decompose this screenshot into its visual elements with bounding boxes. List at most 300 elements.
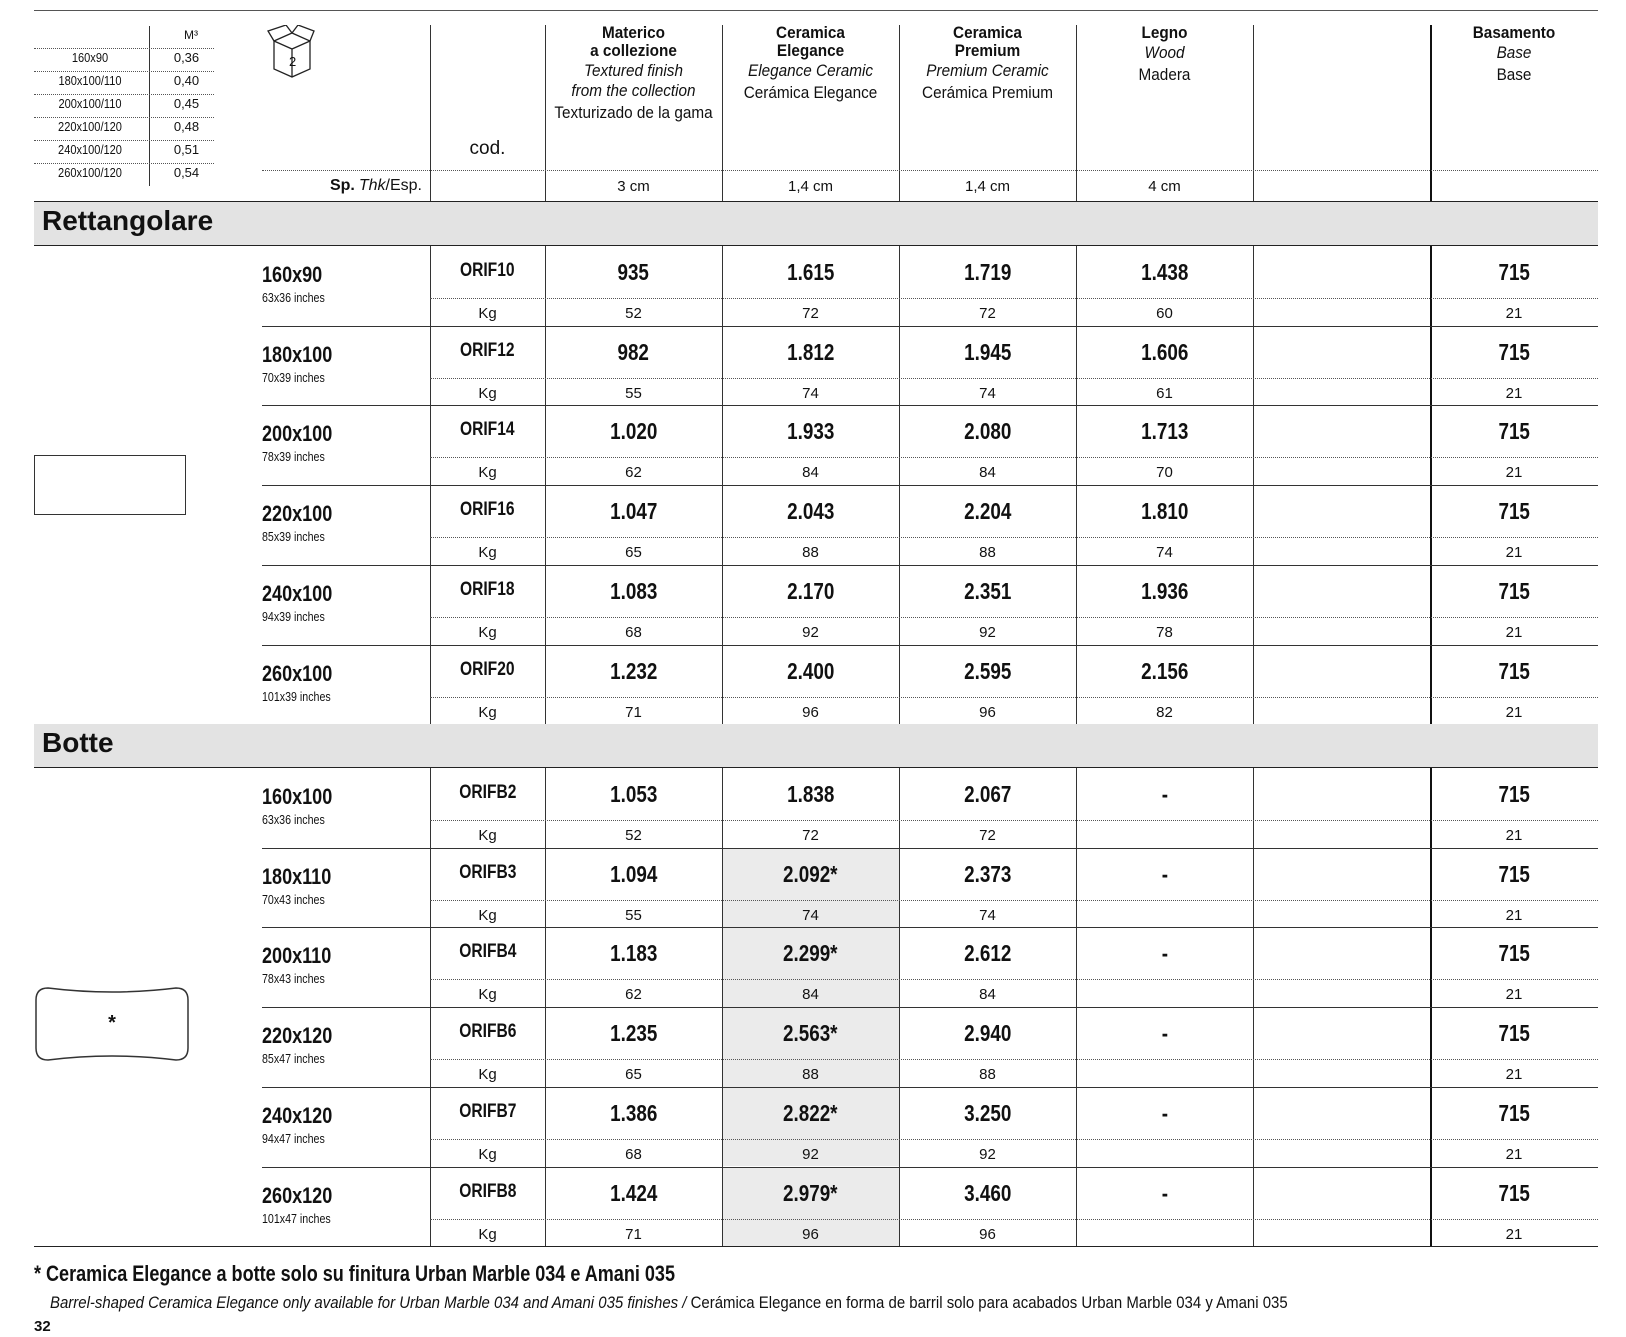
price-value: 1.386 — [609, 1099, 658, 1126]
column-en-2: from the collection — [571, 81, 696, 100]
price-value: 1.933 — [786, 418, 835, 445]
table-size-inches: 101x39 inches — [262, 688, 331, 704]
thickness-thk: Thk — [358, 177, 386, 194]
product-code — [430, 782, 545, 804]
price-cell — [899, 781, 1076, 808]
weight-value: 96 — [802, 703, 819, 721]
kg-rule — [430, 697, 1598, 698]
price-cell — [545, 339, 722, 366]
weight-value: 21 — [1505, 623, 1523, 641]
section-band — [34, 202, 1598, 245]
price-value: 1.615 — [786, 259, 835, 285]
table-size-inches: 63x36 inches — [262, 812, 325, 827]
price-cell — [1253, 658, 1430, 685]
price-value: 982 — [617, 338, 650, 365]
price-value: 1.183 — [609, 940, 658, 967]
table-size-inches: 85x39 inches — [262, 529, 325, 545]
row-rule — [262, 565, 1598, 566]
column-thickness: 4 cm — [1148, 178, 1181, 195]
price-value: 715 — [1498, 498, 1530, 525]
price-cell — [899, 498, 1076, 525]
table-size-inches: 85x47 inches — [262, 1051, 325, 1067]
volume-value: 0,45 — [173, 96, 200, 111]
product-code-text: ORIF12 — [460, 339, 515, 361]
weight-value: 21 — [1505, 384, 1523, 402]
column-es: Texturizado de la gama — [554, 103, 713, 122]
price-cell — [1076, 1100, 1253, 1127]
price-cell — [1076, 259, 1253, 286]
price-value: 1.838 — [786, 781, 835, 807]
price-cell — [722, 781, 899, 808]
kg-label: Kg — [478, 906, 497, 924]
price-value: 1.606 — [1140, 338, 1189, 365]
table-size-inches: 78x43 inches — [262, 971, 325, 987]
kg-label: Kg — [478, 305, 497, 322]
barrel-asterisk: * — [108, 1012, 116, 1034]
price-value: 2.373 — [963, 860, 1012, 887]
price-value: 1.232 — [609, 657, 658, 684]
price-value: 1.424 — [609, 1179, 658, 1206]
product-code — [430, 1021, 545, 1043]
weight-value: 21 — [1505, 1145, 1523, 1163]
column-en: Elegance Ceramic — [747, 61, 874, 80]
weight-value: 62 — [625, 464, 642, 482]
table-size: 240x120 — [262, 1102, 333, 1128]
table-size-inches: 63x36 inches — [262, 290, 325, 305]
weight-value: 21 — [1505, 544, 1523, 562]
footnote-sep: / — [678, 1293, 691, 1312]
kg-label: Kg — [478, 384, 497, 402]
price-cell — [1253, 578, 1430, 605]
weight-value: 84 — [802, 986, 819, 1004]
row-rule — [262, 645, 1598, 646]
weight-value: 65 — [625, 1066, 642, 1084]
column-thickness: 1,4 cm — [787, 178, 833, 195]
price-value: 2.299* — [783, 940, 838, 967]
price-cell — [722, 861, 899, 888]
price-value: 715 — [1498, 259, 1530, 285]
kg-rule — [430, 378, 1598, 379]
price-value: 1.053 — [609, 781, 658, 807]
volume-divider — [149, 26, 150, 186]
volume-size: 200x100/110 — [58, 96, 122, 111]
footnote-en: Barrel-shaped Ceramica Elegance only available for Urban Marble 034 and Amani 035 finishes — [50, 1293, 679, 1312]
weight-value: 52 — [625, 305, 642, 322]
price-cell — [1253, 1180, 1430, 1207]
weight-value: 92 — [979, 623, 996, 641]
price-cell — [899, 1020, 1076, 1047]
product-code — [430, 260, 545, 282]
price-value: 1.083 — [609, 577, 658, 604]
weight-value: 21 — [1505, 703, 1523, 721]
price-value: 2.612 — [963, 940, 1012, 967]
product-code-text: ORIFB4 — [458, 941, 517, 963]
weight-value: 72 — [802, 305, 819, 322]
product-code — [430, 941, 545, 963]
price-value: 2.940 — [963, 1020, 1012, 1047]
price-value: 715 — [1498, 1179, 1530, 1206]
price-value: 2.043 — [786, 498, 835, 525]
kg-label: Kg — [478, 1066, 497, 1084]
price-value: 1.438 — [1140, 259, 1189, 285]
column-en: Premium Ceramic — [926, 61, 1049, 80]
weight-value: 82 — [1156, 703, 1173, 721]
price-cell — [1076, 339, 1253, 366]
price-cell — [545, 1020, 722, 1047]
price-value: 1.713 — [1140, 418, 1189, 445]
volume-size: 260x100/120 — [58, 165, 122, 180]
price-cell — [1430, 1020, 1598, 1047]
column-title: Ceramica — [776, 23, 845, 42]
weight-value: 96 — [979, 1225, 996, 1243]
price-cell — [545, 940, 722, 967]
header-col-divider — [722, 25, 723, 201]
product-code-text: ORIFB8 — [458, 1180, 517, 1202]
volume-header: M³ — [184, 28, 198, 42]
price-value: 1.812 — [786, 338, 835, 365]
rectangle-shape-icon — [34, 455, 186, 515]
product-code-text: ORIF18 — [460, 578, 515, 600]
header-col-divider — [899, 25, 900, 201]
box-icon-graphic — [266, 25, 316, 79]
column-subtitle: Premium — [954, 41, 1021, 60]
kg-label: Kg — [478, 623, 497, 641]
kg-label: Kg — [478, 544, 497, 562]
price-cell — [1430, 861, 1598, 888]
volume-row-rule — [34, 163, 214, 164]
price-value: - — [1161, 1179, 1168, 1206]
weight-value: 84 — [979, 986, 996, 1004]
price-cell — [722, 578, 899, 605]
price-cell — [722, 498, 899, 525]
price-cell — [545, 259, 722, 286]
product-code-text: ORIFB3 — [458, 861, 517, 883]
weight-value: 72 — [802, 827, 819, 844]
product-code-text: ORIF16 — [460, 499, 515, 521]
price-cell — [899, 339, 1076, 366]
price-value: 1.936 — [1140, 577, 1189, 604]
price-value: 2.092* — [783, 860, 838, 887]
weight-value: 21 — [1505, 1225, 1523, 1243]
column-title: Legno — [1141, 23, 1188, 42]
header-col-divider — [545, 25, 546, 201]
column-subtitle: Elegance — [776, 41, 845, 60]
table-size-inches: 70x43 inches — [262, 891, 325, 907]
column-header — [1438, 24, 1589, 86]
price-value: 2.156 — [1140, 657, 1189, 684]
price-cell — [899, 578, 1076, 605]
price-value: 715 — [1498, 781, 1530, 807]
weight-value: 65 — [625, 544, 642, 562]
weight-value: 68 — [625, 1145, 642, 1163]
price-value: 1.020 — [609, 418, 658, 445]
kg-label: Kg — [478, 986, 497, 1004]
volume-row-rule — [34, 117, 214, 118]
price-cell — [722, 1180, 899, 1207]
product-code-text: ORIFB2 — [458, 782, 517, 803]
price-cell — [722, 940, 899, 967]
product-code — [430, 862, 545, 884]
price-cell — [545, 498, 722, 525]
price-value: 715 — [1498, 1099, 1530, 1126]
price-cell — [1076, 940, 1253, 967]
cod-label: cod. — [469, 138, 506, 159]
volume-row-rule — [34, 94, 214, 95]
footnote-es: Cerámica Elegance en forma de barril solo para acabados Urban Marble 034 y Amani 035 — [690, 1293, 1288, 1312]
weight-value: 96 — [802, 1225, 819, 1243]
table-size-inches: 94x39 inches — [262, 608, 325, 624]
price-value: 2.563* — [783, 1020, 838, 1047]
price-cell — [545, 658, 722, 685]
price-value: - — [1161, 1099, 1168, 1126]
kg-label: Kg — [478, 464, 497, 482]
weight-value: 55 — [625, 906, 642, 924]
kg-rule — [430, 1139, 1598, 1140]
product-code-text: ORIF10 — [460, 260, 515, 281]
weight-value: 21 — [1505, 464, 1523, 482]
weight-value: 72 — [979, 305, 996, 322]
row-rule — [262, 1087, 1598, 1088]
price-cell — [1253, 781, 1430, 808]
price-value: 3.460 — [963, 1179, 1012, 1206]
price-cell — [1076, 658, 1253, 685]
weight-value: 92 — [979, 1145, 996, 1163]
price-value: 2.204 — [963, 498, 1012, 525]
price-cell — [1430, 418, 1598, 445]
price-cell — [899, 1100, 1076, 1127]
price-cell — [899, 418, 1076, 445]
column-en: Wood — [1144, 43, 1185, 62]
kg-label: Kg — [478, 703, 497, 721]
row-rule — [262, 1167, 1598, 1168]
price-cell — [899, 259, 1076, 286]
row-rule — [262, 848, 1598, 849]
weight-value: 72 — [979, 827, 996, 844]
column-en: Textured finish — [584, 61, 683, 80]
price-cell — [545, 861, 722, 888]
table-size: 180x100 — [262, 341, 333, 367]
price-cell — [722, 1100, 899, 1127]
thickness-rule — [262, 170, 1598, 171]
weight-value: 71 — [625, 703, 642, 721]
price-cell — [1076, 498, 1253, 525]
header-col-divider — [430, 25, 431, 201]
top-rule — [34, 10, 1598, 11]
price-cell — [545, 1180, 722, 1207]
volume-size: 240x100/120 — [58, 142, 122, 157]
price-cell — [1076, 1180, 1253, 1207]
volume-value: 0,36 — [173, 50, 200, 65]
price-cell — [1430, 940, 1598, 967]
price-value: 715 — [1498, 338, 1530, 365]
table-size: 260x120 — [262, 1182, 333, 1208]
kg-label: Kg — [478, 1225, 497, 1243]
price-value: 2.351 — [963, 577, 1012, 604]
price-value: 1.719 — [963, 259, 1012, 285]
column-es: Madera — [1138, 65, 1191, 84]
weight-value: 88 — [802, 544, 819, 562]
weight-value: 21 — [1505, 1066, 1523, 1084]
price-value: 715 — [1498, 577, 1530, 604]
price-cell — [722, 418, 899, 445]
column-es: Cerámica Elegance — [743, 83, 878, 102]
column-thickness: 3 cm — [617, 178, 650, 195]
column-header — [554, 24, 713, 124]
table-size-inches: 94x47 inches — [262, 1130, 325, 1146]
table-size: 240x100 — [262, 580, 333, 606]
kg-rule — [430, 298, 1598, 299]
table-size: 220x120 — [262, 1023, 333, 1049]
column-title: Basamento — [1472, 23, 1556, 42]
weight-value: 60 — [1156, 305, 1173, 322]
price-cell — [1430, 1180, 1598, 1207]
weight-value: 61 — [1156, 384, 1173, 402]
price-cell — [1253, 339, 1430, 366]
product-code — [430, 1101, 545, 1123]
section-title: Botte — [42, 727, 114, 758]
kg-label: Kg — [478, 1145, 497, 1163]
price-value: 1.810 — [1140, 498, 1189, 525]
column-en: Base — [1496, 43, 1532, 62]
column-es: Base — [1496, 65, 1532, 84]
weight-value: 74 — [802, 906, 819, 924]
price-value: 1.235 — [609, 1020, 658, 1047]
price-value: 1.094 — [609, 860, 658, 887]
volume-value: 0,54 — [173, 165, 200, 180]
volume-value: 0,48 — [173, 119, 200, 134]
weight-value: 74 — [979, 384, 996, 402]
price-value: 2.979* — [783, 1179, 838, 1206]
price-cell — [722, 339, 899, 366]
price-cell — [722, 259, 899, 286]
table-size: 260x100 — [262, 660, 333, 686]
kg-label: Kg — [478, 827, 497, 844]
price-cell — [1253, 940, 1430, 967]
price-value: 1.945 — [963, 338, 1012, 365]
table-size: 200x110 — [262, 943, 332, 969]
table-size: 200x100 — [262, 421, 333, 447]
footnote — [34, 1261, 816, 1287]
price-cell — [1430, 1100, 1598, 1127]
price-cell — [545, 418, 722, 445]
price-cell — [899, 1180, 1076, 1207]
volume-row-rule — [34, 48, 214, 49]
product-code — [430, 419, 545, 441]
kg-rule — [430, 820, 1598, 821]
kg-rule — [430, 900, 1598, 901]
weight-value: 88 — [979, 1066, 996, 1084]
volume-value: 0,51 — [173, 142, 200, 157]
table-size-inches: 78x39 inches — [262, 449, 325, 465]
weight-value: 55 — [625, 384, 642, 402]
header-col-divider — [1076, 25, 1077, 201]
table-size: 180x110 — [262, 863, 332, 889]
weight-value: 92 — [802, 1145, 819, 1163]
product-code — [430, 1181, 545, 1203]
price-value: 715 — [1498, 940, 1530, 967]
weight-value: 88 — [979, 544, 996, 562]
thickness-esp: /Esp. — [385, 177, 422, 194]
product-code-text: ORIFB7 — [458, 1100, 517, 1122]
volume-row-rule — [34, 71, 214, 72]
table-size: 160x100 — [262, 784, 333, 809]
table-size-inches: 70x39 inches — [262, 369, 325, 385]
price-value: 2.400 — [786, 657, 835, 684]
price-cell — [1253, 498, 1430, 525]
price-cell — [1076, 861, 1253, 888]
price-value: 715 — [1498, 657, 1530, 684]
page-number: 32 — [34, 1318, 51, 1335]
section-rule — [34, 767, 1598, 768]
kg-rule — [430, 1219, 1598, 1220]
weight-value: 78 — [1156, 623, 1173, 641]
box-count: 2 — [289, 54, 297, 69]
weight-value: 68 — [625, 623, 642, 641]
price-cell — [545, 781, 722, 808]
price-value: 935 — [617, 259, 650, 285]
price-cell — [545, 1100, 722, 1127]
price-cell — [1430, 781, 1598, 808]
volume-row-rule — [34, 140, 214, 141]
product-code-text: ORIF14 — [460, 419, 515, 441]
weight-value: 92 — [802, 623, 819, 641]
header-col-divider — [1253, 25, 1254, 201]
weight-value: 70 — [1156, 464, 1173, 482]
price-cell — [1253, 1100, 1430, 1127]
column-header — [731, 24, 890, 104]
price-cell — [722, 658, 899, 685]
weight-value: 74 — [1156, 544, 1173, 562]
price-value: - — [1161, 781, 1168, 807]
row-rule — [262, 326, 1598, 327]
price-cell — [1076, 781, 1253, 808]
product-code-text: ORIFB6 — [458, 1021, 517, 1043]
price-value: 1.047 — [609, 498, 658, 525]
table-size-inches: 101x47 inches — [262, 1210, 331, 1226]
price-value: 2.595 — [963, 657, 1012, 684]
column-title: Ceramica — [953, 23, 1022, 42]
price-cell — [899, 658, 1076, 685]
weight-value: 88 — [802, 1066, 819, 1084]
price-cell — [722, 1020, 899, 1047]
price-value: 715 — [1498, 860, 1530, 887]
kg-rule — [430, 979, 1598, 980]
product-code — [430, 499, 545, 521]
column-title: Materico — [602, 23, 665, 42]
weight-value: 21 — [1505, 827, 1523, 844]
row-rule — [262, 1007, 1598, 1008]
volume-size: 180x100/110 — [58, 73, 122, 88]
footnote-translation — [50, 1293, 1288, 1313]
price-value: 2.170 — [786, 577, 835, 604]
column-thickness: 1,4 cm — [964, 178, 1010, 195]
price-value: 2.822* — [783, 1099, 838, 1126]
price-cell — [1430, 578, 1598, 605]
price-cell — [1430, 259, 1598, 286]
volume-size: 160x90 — [71, 50, 109, 65]
row-rule — [262, 405, 1598, 406]
kg-rule — [430, 1059, 1598, 1060]
price-value: - — [1161, 1020, 1168, 1047]
product-code — [430, 659, 545, 681]
weight-value: 74 — [979, 906, 996, 924]
product-code — [430, 340, 545, 362]
price-cell — [1253, 418, 1430, 445]
product-code — [430, 579, 545, 601]
section-band — [34, 724, 1598, 767]
price-cell — [1430, 658, 1598, 685]
table-size: 220x100 — [262, 501, 333, 527]
